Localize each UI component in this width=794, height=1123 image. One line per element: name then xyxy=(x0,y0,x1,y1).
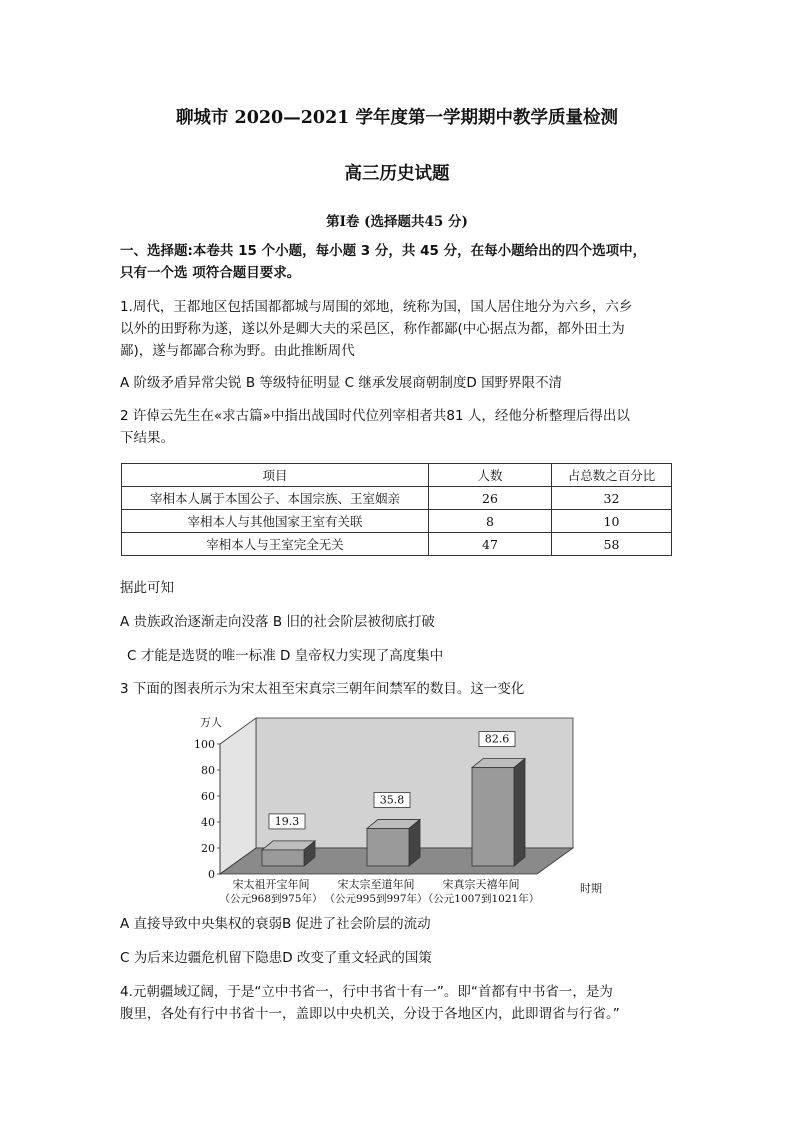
y-tick-label: 100 xyxy=(194,738,215,751)
bar xyxy=(367,828,409,866)
table-cell: 26 xyxy=(429,487,552,510)
q1-line-3: 鄙)，遂与都鄙合称为野。由此推断周代 xyxy=(120,343,355,359)
table-cell: 32 xyxy=(552,487,672,510)
bar-side xyxy=(514,759,525,866)
bar xyxy=(472,768,514,866)
bar xyxy=(262,850,304,866)
data-label: 19.3 xyxy=(274,814,300,828)
table-header-cell: 占总数之百分比 xyxy=(552,464,672,487)
x-tick-sublabel: （公元995到997年） xyxy=(324,893,428,905)
q2-line-1: 2 许倬云先生在«求古篇»中指出战国时代位列宰相者共81 人，经他分析整理后得出以 xyxy=(120,408,630,424)
x-tick-label: 宋太宗至道年间 xyxy=(337,878,415,891)
q2-data-table xyxy=(121,463,672,556)
y-axis-label: 万人 xyxy=(200,716,222,729)
instructions-line-1: 一、选择题:本卷共 15 个小题，每小题 3 分，共 45 分，在每小题给出的四个选项中， xyxy=(120,243,647,259)
q1-options: A 阶级矛盾异常尖锐 B 等级特征明显 C 继承发展商朝制度D 国野界限不清 xyxy=(120,375,563,391)
table-header-row xyxy=(122,464,672,487)
x-tick-label: 宋真宗天禧年间 xyxy=(442,878,520,891)
q2-options-cd: C 才能是选贤的唯一标准 D 皇帝权力实现了高度集中 xyxy=(127,648,444,664)
table-cell: 宰相本人与其他国家王室有关联 xyxy=(122,510,429,533)
x-tick-label: 宋太祖开宝年间 xyxy=(232,878,310,891)
table-header-cell: 项目 xyxy=(122,464,429,487)
x-axis-label: 时期 xyxy=(580,882,602,895)
y-tick-label: 60 xyxy=(201,790,215,803)
x-tick-sublabel: （公元1007到1021年） xyxy=(422,893,540,905)
q3-stem: 3 下面的图表所示为宋太祖至宋真宗三朝年间禁军的数目。这一变化 xyxy=(120,681,525,697)
table-cell: 宰相本人与王室完全无关 xyxy=(122,533,429,556)
table-row xyxy=(122,510,672,533)
table-cell: 8 xyxy=(429,510,552,533)
q3-options-cd: C 为后来边疆危机留下隐患D 改变了重文轻武的国策 xyxy=(120,950,432,966)
q3-options-ab: A 直接导致中央集权的衰弱B 促进了社会阶层的流动 xyxy=(120,916,431,932)
q1-line-1: 1.周代，王都地区包括国都都城与周围的郊地，统称为国，国人居住地分为六乡，六乡 xyxy=(120,299,633,315)
y-tick-label: 80 xyxy=(201,764,215,777)
y-tick-label: 20 xyxy=(201,842,215,855)
table-row xyxy=(122,487,672,510)
q1-line-2: 以外的田野称为遂，遂以外是卿大夫的采邑区，称作都鄙(中心据点为都，都外田土为 xyxy=(120,321,625,337)
y-tick-label: 40 xyxy=(201,816,215,829)
q4-line-2: 腹里，各处有行中书省十一，盖即以中央机关，分设于各地区内，此即谓省与行省。” xyxy=(120,1006,620,1022)
data-label: 82.6 xyxy=(484,732,510,746)
q2-line-2: 下结果。 xyxy=(120,430,174,446)
q2-options-ab: A 贵族政治逐渐走向没落 B 旧的社会阶层被彻底打破 xyxy=(120,614,435,630)
chart-side-wall xyxy=(220,718,256,874)
table-cell: 58 xyxy=(552,533,672,556)
exam-title: 聊城市 2020—2021 学年度第一学期期中教学质量检测 xyxy=(175,108,619,128)
table-cell: 47 xyxy=(429,533,552,556)
table-cell: 10 xyxy=(552,510,672,533)
data-label: 35.8 xyxy=(379,793,405,807)
q2-conclusion: 据此可知 xyxy=(120,580,174,596)
x-tick-sublabel: （公元968到975年） xyxy=(219,893,323,905)
troops-bar-chart xyxy=(190,708,610,908)
y-tick-label: 0 xyxy=(208,868,215,881)
instructions-line-2: 只有一个选 项符合题目要求。 xyxy=(120,265,301,281)
exam-subtitle: 高三历史试题 xyxy=(344,164,450,184)
section-heading: 第Ⅰ卷 (选择题共45 分) xyxy=(326,214,468,230)
q4-line-1: 4.元朝疆域辽阔，于是“立中书省一，行中书省十有一”。即“首都有中书省一，是为 xyxy=(120,984,613,1000)
table-cell: 宰相本人属于本国公子、本国宗族、王室姻亲 xyxy=(122,487,429,510)
table-header-cell: 人数 xyxy=(429,464,552,487)
table-row xyxy=(122,533,672,556)
